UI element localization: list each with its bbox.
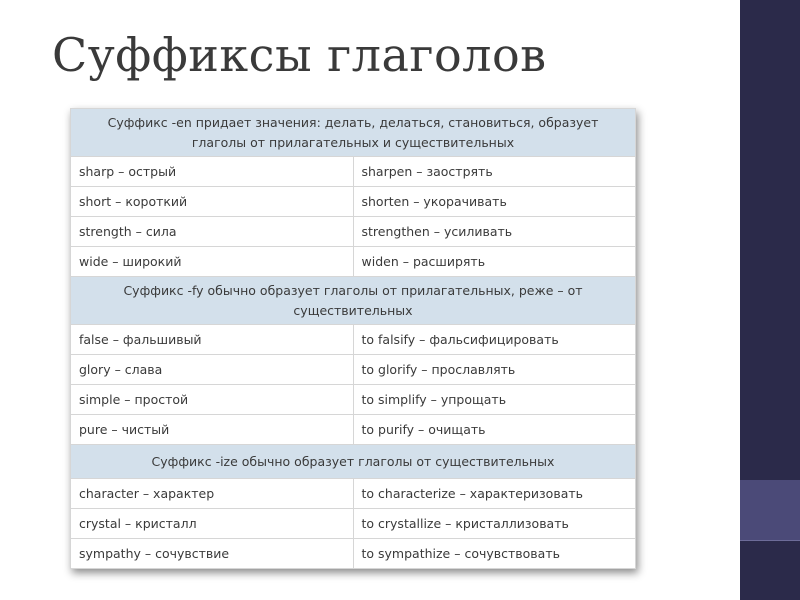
table-cell-verb: strengthen – усиливать [353,217,636,247]
section-header-fy: Суффикс -fy обычно образует глаголы от прилагательных, реже – от существительных [71,277,636,325]
table-cell-verb: sharpen – заострять [353,157,636,187]
decorative-band-line [740,540,800,541]
section-header-ize: Суффикс -ize обычно образует глаголы от существительных [71,445,636,479]
section-header-row [71,277,636,325]
table-cell-base-word: crystal – кристалл [71,509,354,539]
table-cell-base-word: sympathy – сочувствие [71,539,354,569]
table-row [71,187,636,217]
table-cell-verb: to sympathize – сочувствовать [353,539,636,569]
section-header-row [71,109,636,157]
table-cell-base-word: glory – слава [71,355,354,385]
section-header-en: Суффикс -en придает значения: делать, делаться, становиться, образует глаголы от прилагательных и существительных [71,109,636,157]
table-row [71,247,636,277]
table-row [71,415,636,445]
table-cell-verb: to purify – очищать [353,415,636,445]
table-cell-verb: to falsify – фальсифицировать [353,325,636,355]
table-row [71,479,636,509]
slide-title: Суффиксы глаголов [52,28,547,82]
table-row [71,539,636,569]
table-cell-base-word: sharp – острый [71,157,354,187]
suffix-table-container [70,108,636,569]
table-cell-verb: to crystallize – кристаллизовать [353,509,636,539]
table-cell-base-word: short – короткий [71,187,354,217]
table-cell-base-word: strength – сила [71,217,354,247]
table-row [71,325,636,355]
table-cell-verb: widen – расширять [353,247,636,277]
table-cell-base-word: pure – чистый [71,415,354,445]
table-row [71,217,636,247]
table-row [71,355,636,385]
suffix-table [70,108,636,569]
table-row [71,385,636,415]
table-cell-verb: shorten – укорачивать [353,187,636,217]
table-cell-verb: to characterize – характеризовать [353,479,636,509]
table-cell-base-word: character – характер [71,479,354,509]
table-cell-verb: to simplify – упрощать [353,385,636,415]
table-cell-base-word: simple – простой [71,385,354,415]
table-cell-verb: to glorify – прославлять [353,355,636,385]
table-row [71,157,636,187]
table-row [71,509,636,539]
table-cell-base-word: false – фальшивый [71,325,354,355]
decorative-band-accent [740,480,800,540]
table-cell-base-word: wide – широкий [71,247,354,277]
section-header-row [71,445,636,479]
